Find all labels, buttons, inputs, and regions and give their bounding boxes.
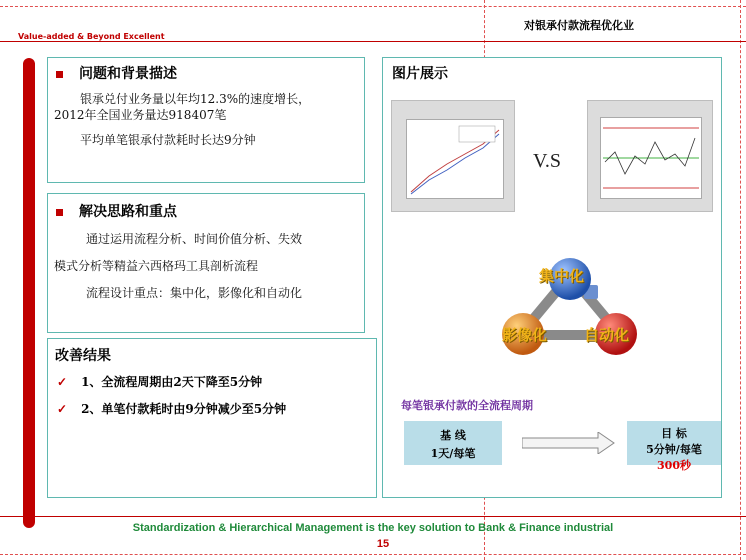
triangle-label-left: 影像化 — [502, 326, 548, 344]
background-line-1: 银承兑付业务量以年均12.3%的速度增长， — [80, 92, 311, 106]
background-line-2: 2012年全国业务量达918407笔 — [54, 108, 227, 122]
background-heading — [56, 63, 177, 83]
approach-line-2: 模式分析等精益六西格玛工具剖析流程 — [54, 259, 259, 273]
guide-line-vertical-right — [740, 0, 741, 560]
approach-heading — [56, 201, 177, 221]
background-line-3: 平均单笔银承付款耗时长达9分钟 — [80, 133, 256, 147]
control-chart-graphic — [601, 118, 701, 198]
right-arrow-icon — [522, 432, 616, 454]
target-label: 目 标 — [661, 427, 687, 440]
result-item-1-text: 1、全流程周期由2天下降至5分钟 — [81, 375, 263, 389]
result-item-2-text: 2、单笔付款耗时由9分钟减少至5分钟 — [81, 402, 287, 416]
result-item-2 — [57, 400, 286, 417]
page-number: 15 — [376, 538, 390, 550]
triangle-label-top: 集中化 — [539, 267, 585, 285]
triangle-label-right: 自动化 — [584, 326, 630, 344]
before-chart-thumbnail — [391, 100, 515, 212]
side-accent-bar — [23, 58, 35, 528]
slogan: Value-added & Beyond Excellent — [15, 32, 168, 41]
approach-line-1: 通过运用流程分析、时间价值分析、失效 — [86, 232, 303, 246]
guide-line-top — [0, 6, 746, 7]
after-chart-thumbnail — [587, 100, 713, 212]
approach-title: 解决思路和重点 — [79, 204, 177, 220]
cycle-title: 每笔银承付款的全流程周期 — [401, 399, 533, 412]
page-title: 对银承付款流程优化业 — [524, 19, 634, 32]
result-item-1 — [57, 373, 262, 390]
baseline-value: 1天/每笔 — [430, 447, 476, 460]
baseline-label: 基 线 — [440, 429, 466, 442]
approach-line-3: 流程设计重点：集中化，影像化和自动化 — [86, 286, 303, 300]
header-rule — [0, 41, 746, 42]
vs-label: V.S — [533, 150, 561, 172]
target-box — [627, 421, 721, 472]
checkmark-icon: ✓ — [57, 375, 68, 389]
footer-rule — [0, 516, 746, 517]
checkmark-icon: ✓ — [57, 402, 68, 416]
baseline-box — [404, 421, 502, 465]
target-note: 300秒 — [657, 459, 691, 472]
footer-tagline: Standardization & Hierarchical Management is the key solution to Bank & Finance industrial — [132, 522, 614, 534]
background-title: 问题和背景描述 — [79, 66, 177, 82]
square-bullet-icon — [56, 71, 63, 78]
guide-line-bottom — [0, 554, 746, 555]
square-bullet-icon — [56, 209, 63, 216]
rising-line-graphic — [407, 120, 503, 198]
images-title: 图片展示 — [392, 66, 448, 82]
results-title: 改善结果 — [55, 348, 111, 364]
target-value: 5分钟/每笔 — [646, 443, 702, 456]
